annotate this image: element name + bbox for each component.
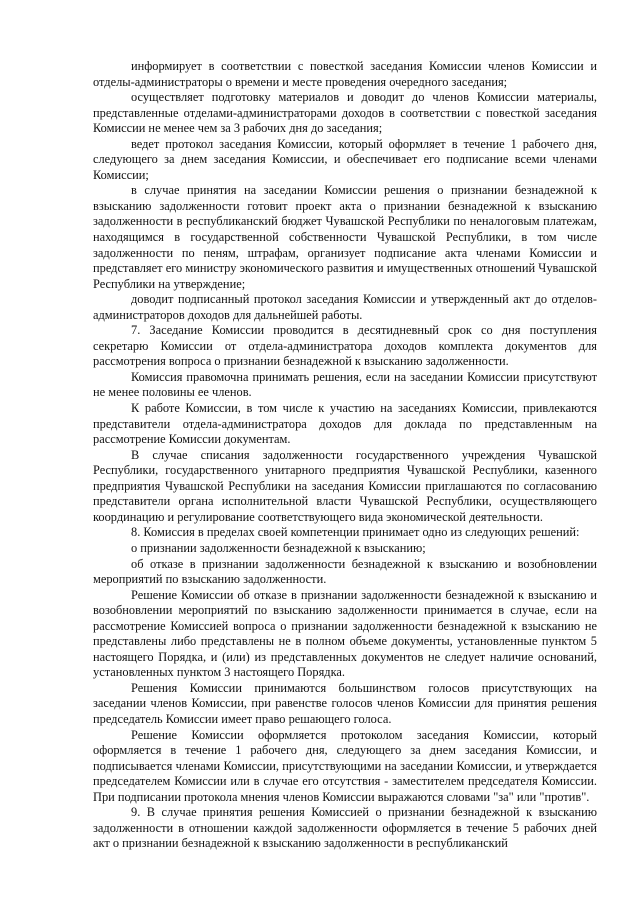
paragraph-representatives: К работе Комиссии, в том числе к участию на заседаниях Комиссии, привлекаются представители отдела-администратора доходов для доклада по представленным на рассмотрение Комиссии документам.: [93, 401, 597, 447]
paragraph-prepare-act: в случае принятия на заседании Комиссии решения о признании безнадежной к взысканию задолженности готовит проект акта о признании безнадежной к взысканию задолженности в республиканский бюджет Чувашской Республики по неналоговым платежам, находящимся в государственной собственности Чувашской Республики, в том числе задолженности по пеням, штрафам, организует подписание акта членами Комиссии и представляет его министру экономического развития и имущественных отношений Чувашской Республики на утверждение;: [93, 183, 597, 291]
paragraph-item-8: 8. Комиссия в пределах своей компетенции принимает одно из следующих решений:: [131, 525, 580, 540]
paragraph-item-7: 7. Заседание Комиссии проводится в десятидневный срок со дня поступления секретарю Комиссии от отдела-администратора доходов комплекта документов для рассмотрения вопроса о признании безнадежной к взысканию задолженности.: [93, 323, 597, 369]
paragraph-decision-refuse: об отказе в признании задолженности безнадежной к взысканию и возобновлении мероприятий по взысканию задолженности.: [93, 556, 597, 587]
paragraph-protocol-formalization: Решение Комиссии оформляется протоколом заседания Комиссии, который оформляется в течение 1 рабочего дня, следующего за днем заседания Комиссии, и подписывается членами Комиссии, присутствующими на заседании Комиссии, и утверждается председателем Комиссии или в случае его отсутствия - заместителем председателя Комиссии. При подписании протокола мнения членов Комиссии выражаются словами "за" или "против".: [93, 727, 597, 804]
paragraph-item-9: 9. В случае принятия решения Комиссией о признании безнадежной к взысканию задолженности в отношении каждой задолженности оформляется в течение 5 рабочих дней акт о признании безнадежной к взысканию задолженности в республиканский: [93, 805, 597, 851]
paragraph-keep-protocol: ведет протокол заседания Комиссии, который оформляет в течение 1 рабочего дня, следующего за днем заседания Комиссии, и обеспечивает его подписание всеми членами Комиссии;: [93, 136, 597, 182]
paragraph-state-institutions: В случае списания задолженности государственного учреждения Чувашской Республики, государственного унитарного предприятия Чувашской Республики, казенного предприятия Чувашской Республики на заседания Комиссии приглашаются по согласованию представители органа исполнительной власти Чувашской Республики, осуществляющего координацию и регулирование соответствующего вида экономической деятельности.: [93, 447, 597, 524]
paragraph-notify-members: информирует в соответствии с повесткой заседания Комиссии членов Комиссии и отделы-администраторы о времени и месте проведения очередного заседания;: [93, 59, 597, 89]
document-body: [93, 59, 597, 852]
paragraph-deliver-protocol: доводит подписанный протокол заседания Комиссии и утвержденный акт до отделов-администраторов доходов для дальнейшей работы.: [93, 292, 597, 322]
paragraph-quorum: Комиссия правомочна принимать решения, если на заседании Комиссии присутствуют не менее половины ее членов.: [93, 369, 597, 400]
paragraph-refusal-conditions: Решение Комиссии об отказе в признании задолженности безнадежной к взысканию и возобновлении мероприятий по взысканию задолженности принимается в случае, если на рассмотрение Комиссией вопроса о признании задолженности безнадежной к взысканию не представлены либо представлены не в полном объеме документы, установленные пунктом 5 настоящего Порядка, и (или) из представленных документов не следует наличие оснований, установленных пунктом 3 настоящего Порядка.: [93, 587, 597, 680]
paragraph-prepare-materials: осуществляет подготовку материалов и доводит до членов Комиссии материалы, представленные отделами-администраторами доходов в соответствии с повесткой заседания Комиссии не менее чем за 3 рабочих дня до заседания;: [93, 90, 597, 136]
paragraph-decision-recognize: о признании задолженности безнадежной к взысканию;: [131, 540, 426, 555]
paragraph-majority-vote: Решения Комиссии принимаются большинством голосов присутствующих на заседании членов Комиссии, при равенстве голосов членов Комиссии для принятия решения председатель Комиссии имеет право решающего голоса.: [93, 680, 597, 726]
